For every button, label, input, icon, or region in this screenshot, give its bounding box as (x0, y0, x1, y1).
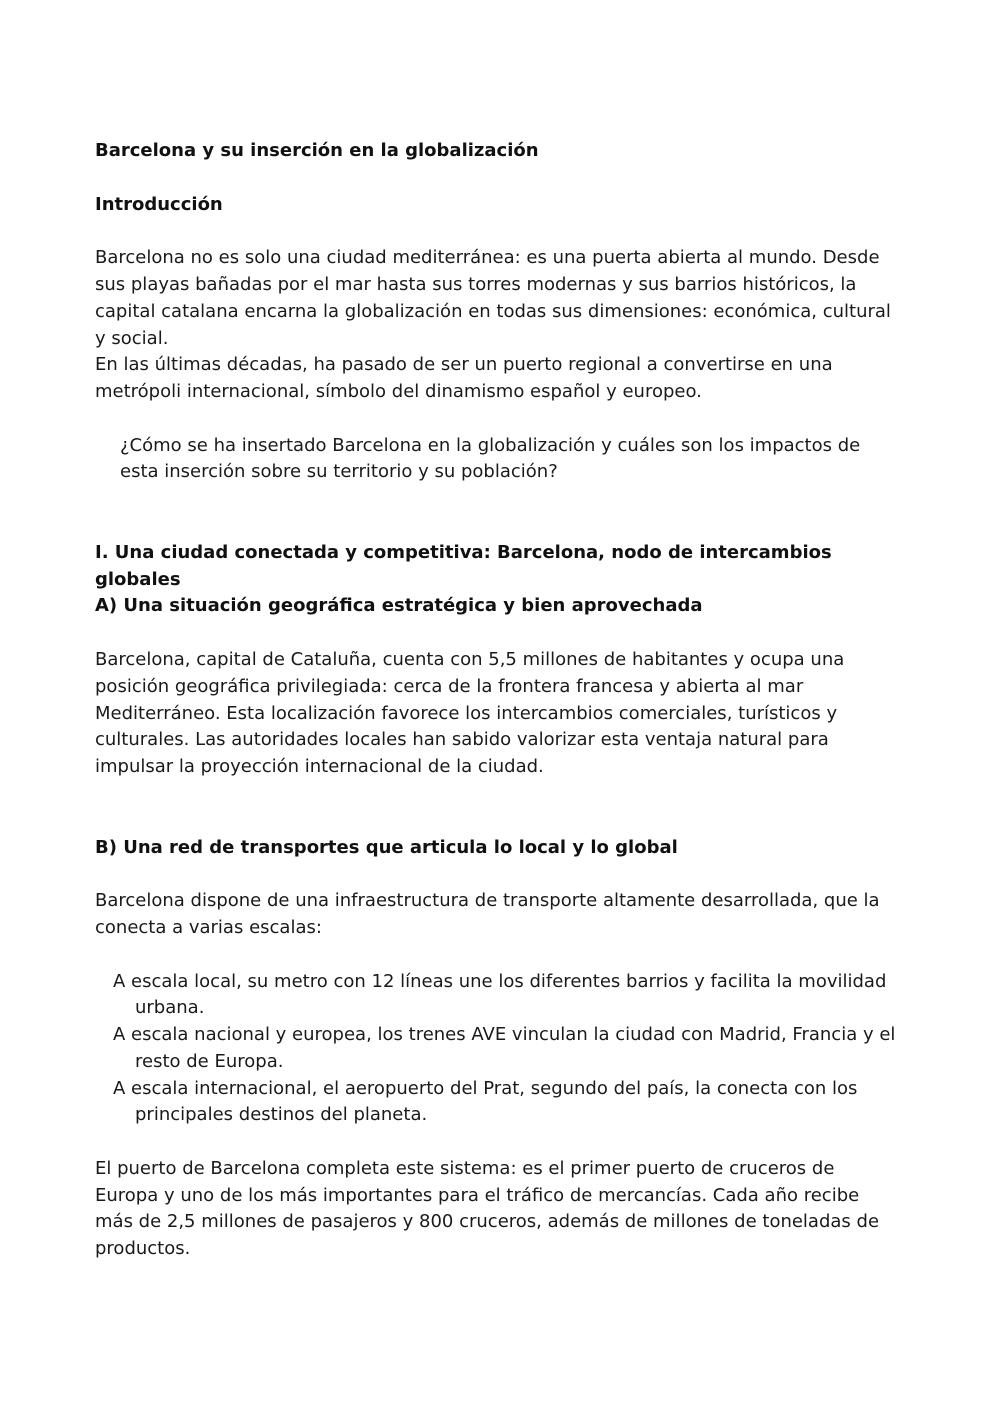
list-item: A escala nacional y europea, los trenes AVE vinculan la ciudad con Madrid, Francia y el resto de Europa. (113, 1024, 896, 1072)
transport-scales-list (95, 969, 898, 1129)
list-item: A escala internacional, el aeropuerto del Prat, segundo del país, la conecta con los principales destinos del planeta. (113, 1077, 858, 1126)
research-question: ¿Cómo se ha insertado Barcelona en la globalización y cuáles son los impactos de esta inserción sobre su territorio y su población? (120, 434, 861, 483)
section-1a-paragraph: Barcelona, capital de Cataluña, cuenta con 5,5 millones de habitantes y ocupa una posición geográfica privilegiada: cerca de la frontera francesa y abierta al mar Mediterráneo. Esta localización favorece los intercambios comerciales, turísticos y culturales. Las autoridades locales han sabido valorizar esta ventaja natural para impulsar la proyección internacional de la ciudad. (95, 649, 845, 777)
section-1b-paragraph: Barcelona dispone de una infraestructura de transporte altamente desarrollada, que la conecta a varias escalas: (95, 890, 880, 939)
section-1-heading: I. Una ciudad conectada y competitiva: Barcelona, nodo de intercambios globales (95, 542, 832, 590)
section-1b-heading: B) Una red de transportes que articula lo local y lo global (95, 836, 678, 858)
intro-paragraph-2: En las últimas décadas, ha pasado de ser un puerto regional a convertirse en una metrópoli internacional, símbolo del dinamismo español y europeo. (95, 354, 833, 402)
list-item: A escala local, su metro con 12 líneas une los diferentes barrios y facilita la movilidad urbana. (113, 970, 887, 1019)
intro-heading: Introducción (95, 193, 223, 215)
document-title: Barcelona y su inserción en la globalización (95, 140, 539, 161)
section-1b-closing: El puerto de Barcelona completa este sistema: es el primer puerto de cruceros de Europa y uno de los más importantes para el tráfico de mercancías. Cada año recibe más de 2,5 millones de pasajeros y 800 cruceros, además de millones de toneladas de productos. (95, 1157, 880, 1260)
section-1a-heading: A) Una situación geográfica estratégica y bien aprovechada (95, 595, 703, 617)
intro-paragraph-1: Barcelona no es solo una ciudad mediterránea: es una puerta abierta al mundo. Desde sus playas bañadas por el mar hasta sus torres modernas y sus barrios históricos, la capital catalana encarna la globalización en todas sus dimensiones: económica, cultural y social. (95, 247, 891, 349)
